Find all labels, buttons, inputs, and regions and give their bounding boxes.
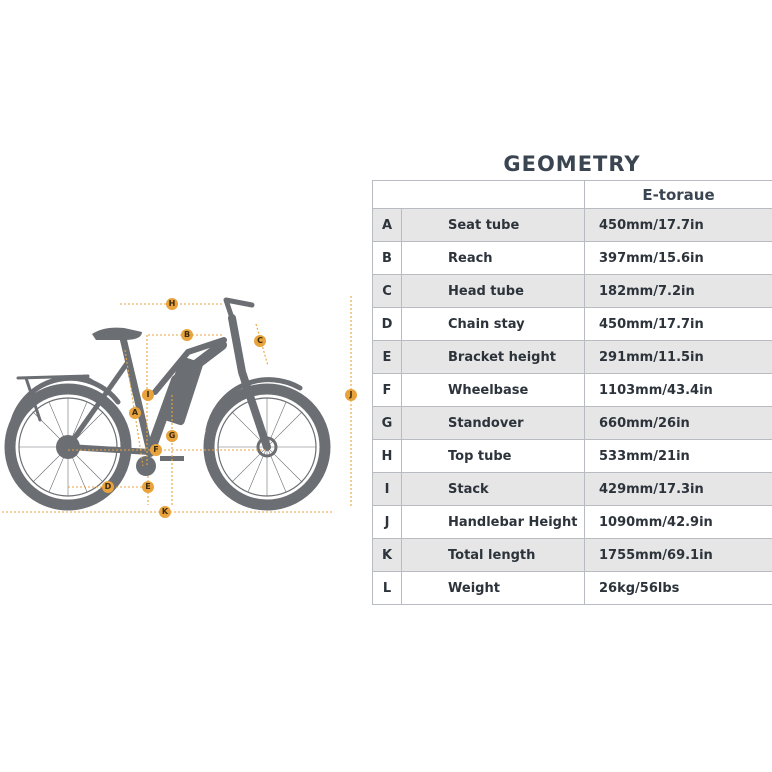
row-label: Handlebar Height — [402, 506, 585, 539]
marker-j: J — [345, 389, 357, 401]
geometry-title: GEOMETRY — [503, 152, 641, 176]
row-label: Head tube — [402, 275, 585, 308]
row-letter: H — [373, 440, 402, 473]
row-value: 182mm/7.2in — [585, 275, 772, 308]
row-value: 533mm/21in — [585, 440, 772, 473]
marker-i: I — [142, 389, 154, 401]
table-row — [373, 407, 772, 440]
row-letter: J — [373, 506, 402, 539]
table-row — [373, 506, 772, 539]
marker-k: K — [159, 506, 171, 518]
row-label: Reach — [402, 242, 585, 275]
row-value: 660mm/26in — [585, 407, 772, 440]
table-row — [373, 308, 772, 341]
row-value: 26kg/56lbs — [585, 572, 772, 605]
row-letter: E — [373, 341, 402, 374]
row-letter: F — [373, 374, 402, 407]
stem-handlebar — [226, 300, 252, 318]
row-value: 1103mm/43.4in — [585, 374, 772, 407]
marker-g: G — [166, 430, 178, 442]
table-row — [373, 242, 772, 275]
row-letter: I — [373, 473, 402, 506]
marker-f: F — [150, 444, 162, 456]
marker-c: C — [254, 335, 266, 347]
dim-c-line — [256, 324, 268, 366]
model-name: E-toraue — [585, 181, 772, 209]
marker-d: D — [102, 481, 114, 493]
table-header-row — [373, 181, 772, 209]
rear-hub-motor — [56, 435, 80, 459]
crank — [136, 456, 156, 476]
row-label: Seat tube — [402, 209, 585, 242]
table-row — [373, 572, 772, 605]
row-value: 450mm/17.7in — [585, 209, 772, 242]
row-value: 291mm/11.5in — [585, 341, 772, 374]
table-row — [373, 209, 772, 242]
row-label: Top tube — [402, 440, 585, 473]
row-letter: L — [373, 572, 402, 605]
row-value: 429mm/17.3in — [585, 473, 772, 506]
row-letter: C — [373, 275, 402, 308]
geometry-table — [372, 180, 772, 605]
row-label: Wheelbase — [402, 374, 585, 407]
marker-e: E — [142, 481, 154, 493]
table-row — [373, 440, 772, 473]
saddle — [92, 328, 142, 340]
row-label: Stack — [402, 473, 585, 506]
row-value: 397mm/15.6in — [585, 242, 772, 275]
row-label: Chain stay — [402, 308, 585, 341]
table-body — [373, 209, 772, 605]
table-row — [373, 473, 772, 506]
table-row — [373, 275, 772, 308]
row-letter: B — [373, 242, 402, 275]
row-letter: A — [373, 209, 402, 242]
row-value: 1090mm/42.9in — [585, 506, 772, 539]
row-letter: G — [373, 407, 402, 440]
row-value: 450mm/17.7in — [585, 308, 772, 341]
row-label: Bracket height — [402, 341, 585, 374]
marker-h: H — [166, 298, 178, 310]
table-row — [373, 539, 772, 572]
table-row — [373, 341, 772, 374]
row-label: Standover — [402, 407, 585, 440]
marker-a: A — [129, 407, 141, 419]
row-value: 1755mm/69.1in — [585, 539, 772, 572]
marker-b: B — [181, 329, 193, 341]
row-letter: K — [373, 539, 402, 572]
table-row — [373, 374, 772, 407]
row-label: Weight — [402, 572, 585, 605]
header-empty-cell — [373, 181, 585, 209]
row-letter: D — [373, 308, 402, 341]
bike-geometry-diagram — [0, 0, 360, 772]
row-label: Total length — [402, 539, 585, 572]
